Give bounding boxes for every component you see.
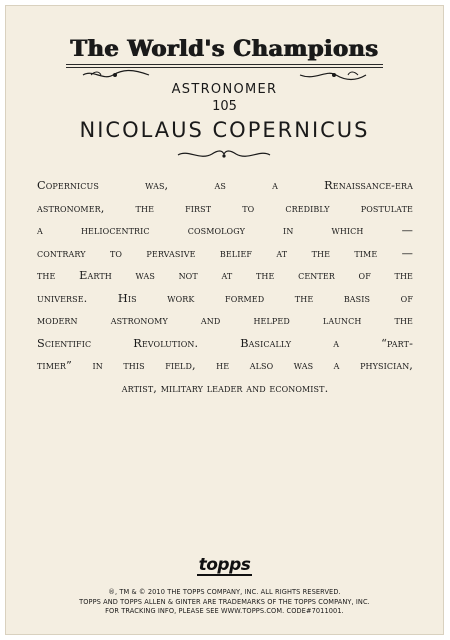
- ornament-divider-icon: [174, 147, 274, 161]
- bio-line: Scientific Revolution. Basically a “part-: [37, 336, 413, 350]
- bio-line: a heliocentric cosmology in which —: [37, 224, 413, 237]
- legal-line: TOPPS AND TOPPS ALLEN & GINTER ARE TRADEMARKS OF THE TOPPS COMPANY, INC.: [79, 597, 370, 606]
- biography-text: [37, 175, 413, 400]
- occupation-label: ASTRONOMER: [171, 82, 278, 97]
- legal-line: FOR TRACKING INFO, PLEASE SEE WWW.TOPPS.COM. CODE#7011001.: [105, 607, 344, 616]
- card-number: 105: [212, 99, 237, 114]
- logo-wordmark: topps: [198, 555, 251, 575]
- bio-line: universe. His work formed the basis of: [37, 291, 413, 305]
- bio-line: Copernicus was, as a Renaissance-era: [37, 179, 413, 192]
- bio-line: astronomer, the first to credibly postulate: [37, 201, 413, 215]
- right-flourish-icon: [298, 68, 368, 82]
- bio-line: artist, military leader and economist.: [121, 381, 329, 395]
- bio-line: modern astronomy and helped launch the: [37, 314, 413, 327]
- legal-notice: [6, 588, 443, 617]
- topps-logo: [6, 556, 443, 576]
- trading-card-back: [6, 6, 443, 634]
- left-flourish-icon: [81, 68, 151, 82]
- card-header: [6, 6, 443, 176]
- legal-line: ®, TM & © 2010 THE TOPPS COMPANY, INC. ALL RIGHTS RESERVED.: [108, 588, 341, 596]
- bio-line: timer” in this field, he also was a physician,: [37, 359, 413, 372]
- bio-line: the Earth was not at the center of the: [37, 269, 413, 282]
- bio-line: contrary to pervasive belief at the time —: [37, 246, 413, 260]
- player-name: NICOLAUS COPERNICUS: [79, 118, 370, 142]
- series-title: The World's Champions: [70, 36, 379, 62]
